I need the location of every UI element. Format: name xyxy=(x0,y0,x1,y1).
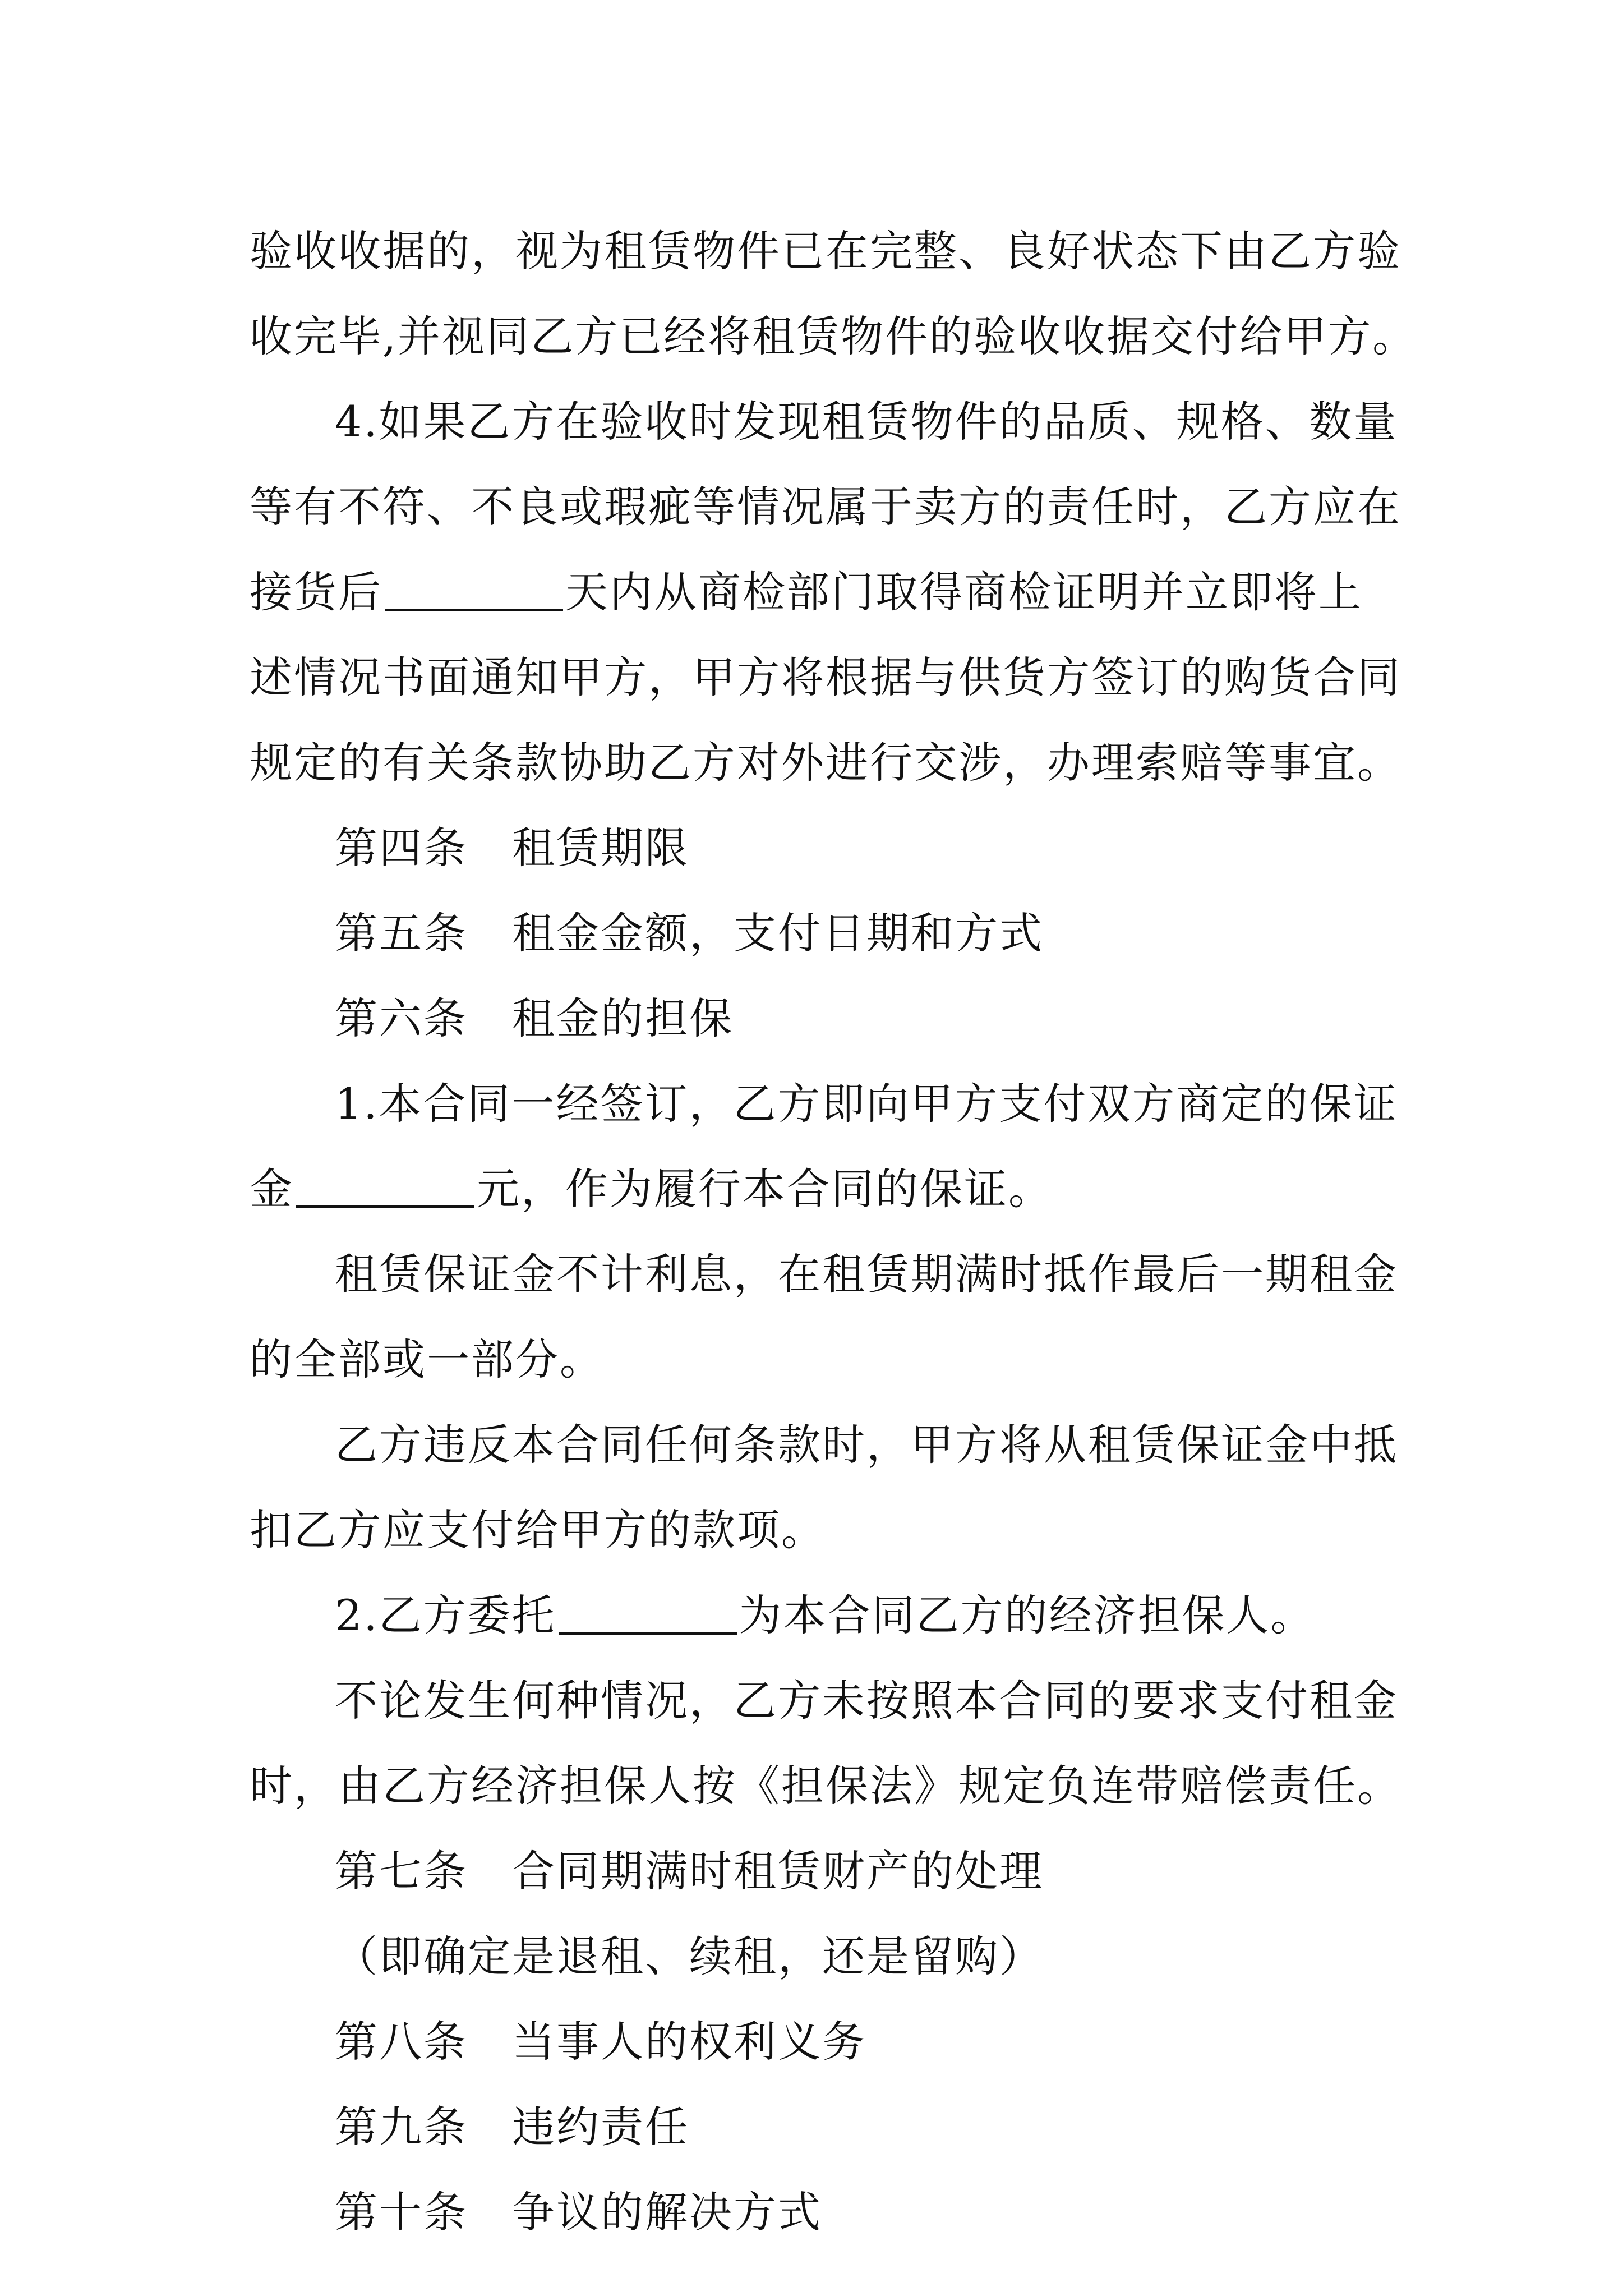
paragraph-line xyxy=(250,1147,1438,1232)
paragraph-line: 第四条 租赁期限 xyxy=(335,823,689,873)
paragraph-line: 时，由乙方经济担保人按《担保法》规定负连带赔偿责任。 xyxy=(250,1761,1401,1811)
paragraph-line: 的全部或一部分。 xyxy=(250,1335,604,1384)
paragraph-line xyxy=(250,550,1438,635)
paragraph-line: 第七条 合同期满时租赁财产的处理 xyxy=(335,1846,1044,1896)
paragraph-line: 第十条 争议的解决方式 xyxy=(335,2187,822,2237)
paragraph-line: 不论发生何种情况，乙方未按照本合同的要求支付租金 xyxy=(335,1676,1398,1726)
paragraph-line: 规定的有关条款协助乙方对外进行交涉，办理索赔等事宜。 xyxy=(250,738,1401,788)
paragraph-line xyxy=(250,1573,1438,1658)
fill-in-blank xyxy=(385,566,563,611)
line-text-before-blank: 金 xyxy=(250,1164,294,1214)
paragraph-line: 等有不符、不良或瑕疵等情况属于卖方的责任时，乙方应在 xyxy=(250,482,1401,532)
fill-in-blank xyxy=(296,1163,474,1208)
paragraph-line: 租赁保证金不计利息，在租赁期满时抵作最后一期租金 xyxy=(335,1249,1398,1299)
paragraph-line: 乙方违反本合同任何条款时，甲方将从租赁保证金中抵 xyxy=(335,1420,1398,1470)
line-text-before-blank: 2.乙方委托 xyxy=(335,1590,556,1640)
paragraph-line: 收完毕,并视同乙方已经将租赁物件的验收收据交付给甲方。 xyxy=(250,311,1417,361)
paragraph-line: 第八条 当事人的权利义务 xyxy=(335,2017,866,2067)
paragraph-line: （即确定是退租、续租，还是留购） xyxy=(335,1931,1044,1981)
paragraph-line: 1.本合同一经签订，乙方即向甲方支付双方商定的保证 xyxy=(335,1079,1398,1129)
fill-in-blank xyxy=(559,1589,737,1635)
paragraph-line: 第九条 违约责任 xyxy=(335,2102,689,2152)
line-text-after-blank: 天内从商检部门取得商检证明并立即将上 xyxy=(565,567,1363,617)
paragraph-line: 验收收据的，视为租赁物件已在完整、良好状态下由乙方验 xyxy=(250,226,1401,276)
paragraph-line: 第五条 租金金额，支付日期和方式 xyxy=(335,908,1044,958)
paragraph-line: 第六条 租金的担保 xyxy=(335,993,734,1043)
line-text-after-blank: 元，作为履行本合同的保证。 xyxy=(477,1164,1053,1214)
line-text-after-blank: 为本合同乙方的经济担保人。 xyxy=(739,1590,1315,1640)
paragraph-line: 述情况书面通知甲方，甲方将根据与供货方签订的购货合同 xyxy=(250,652,1401,702)
paragraph-line: 扣乙方应支付给甲方的款项。 xyxy=(250,1505,826,1555)
contract-body-text xyxy=(250,209,1438,2255)
paragraph-line: 4.如果乙方在验收时发现租赁物件的品质、规格、数量 xyxy=(335,397,1398,447)
line-text-before-blank: 接货后 xyxy=(250,567,382,617)
